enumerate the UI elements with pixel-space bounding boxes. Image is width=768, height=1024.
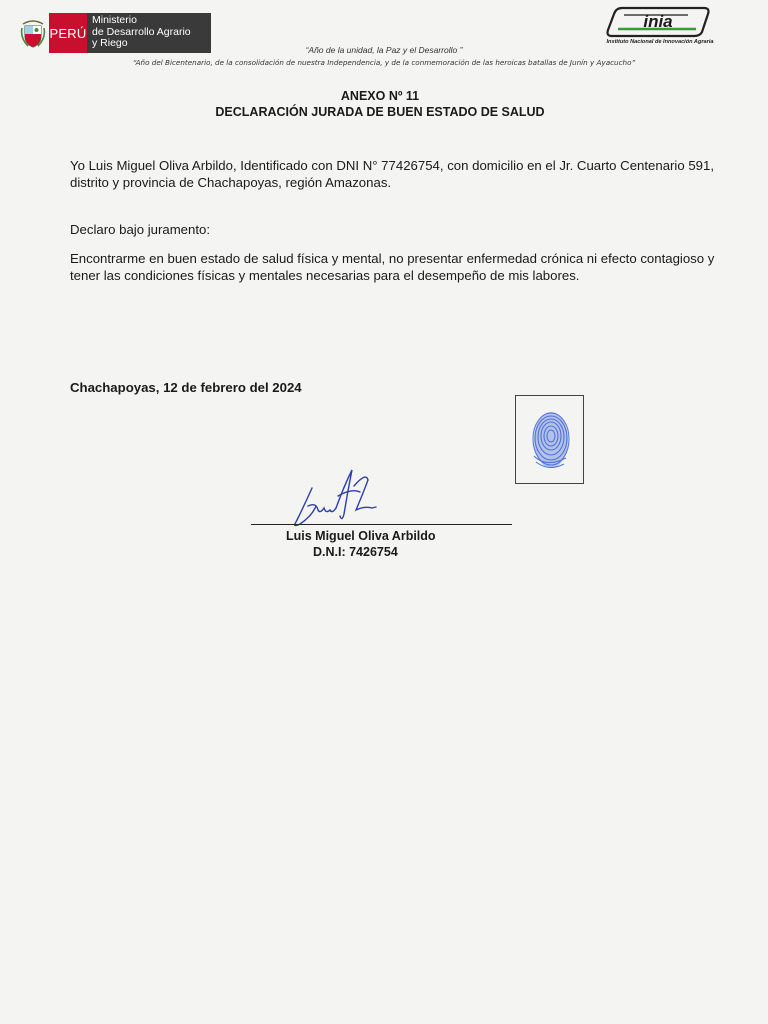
inia-logo-mark (584, 5, 736, 39)
ministry-line-3: y Riego (92, 37, 128, 49)
fingerprint-icon (516, 396, 583, 483)
oath-intro: Declaro bajo juramento: (70, 222, 211, 237)
peru-label: PERÚ (49, 13, 87, 53)
annex-number: ANEXO Nº 11 (340, 89, 420, 103)
year-motto: “Año de la unidad, la Paz y el Desarrollo ” (305, 45, 463, 55)
identity-paragraph: Yo Luis Miguel Oliva Arbildo, Identificado con DNI N° 77426754, con domicilio en el Jr. Cuarto Centenario 591, distrito y provincia de Chachapoyas, región Amazonas. (70, 158, 715, 190)
ministry-line-1: Ministerio (92, 14, 137, 26)
inia-logo (584, 5, 736, 47)
signer-name: Luis Miguel Oliva Arbildo (286, 529, 436, 543)
fingerprint-frame (515, 395, 584, 484)
inia-wordmark: inia (643, 12, 673, 31)
bicentennial-motto: “Año del Bicentenario, de la consolidación de nuestra Independencia, y de la conmemoración de las heroicas batallas de Junín y Ayacucho” (132, 58, 636, 67)
signer-dni: D.N.I: 7426754 (313, 545, 398, 559)
place-and-date: Chachapoyas, 12 de febrero del 2024 (70, 380, 302, 395)
document-title: DECLARACIÓN JURADA DE BUEN ESTADO DE SALUD (215, 105, 545, 119)
ministry-line-2: de Desarrollo Agrario (92, 25, 191, 38)
signature-line (251, 524, 512, 525)
inia-subtitle: Instituto Nacional de Innovación Agraria (606, 39, 714, 45)
handwritten-signature (282, 466, 392, 530)
health-statement: Encontrarme en buen estado de salud física y mental, no presentar enfermedad crónica ni efecto contagioso y tener las condiciones físicas y mentales necesarias para el desempeño de mis labores. (70, 251, 715, 283)
